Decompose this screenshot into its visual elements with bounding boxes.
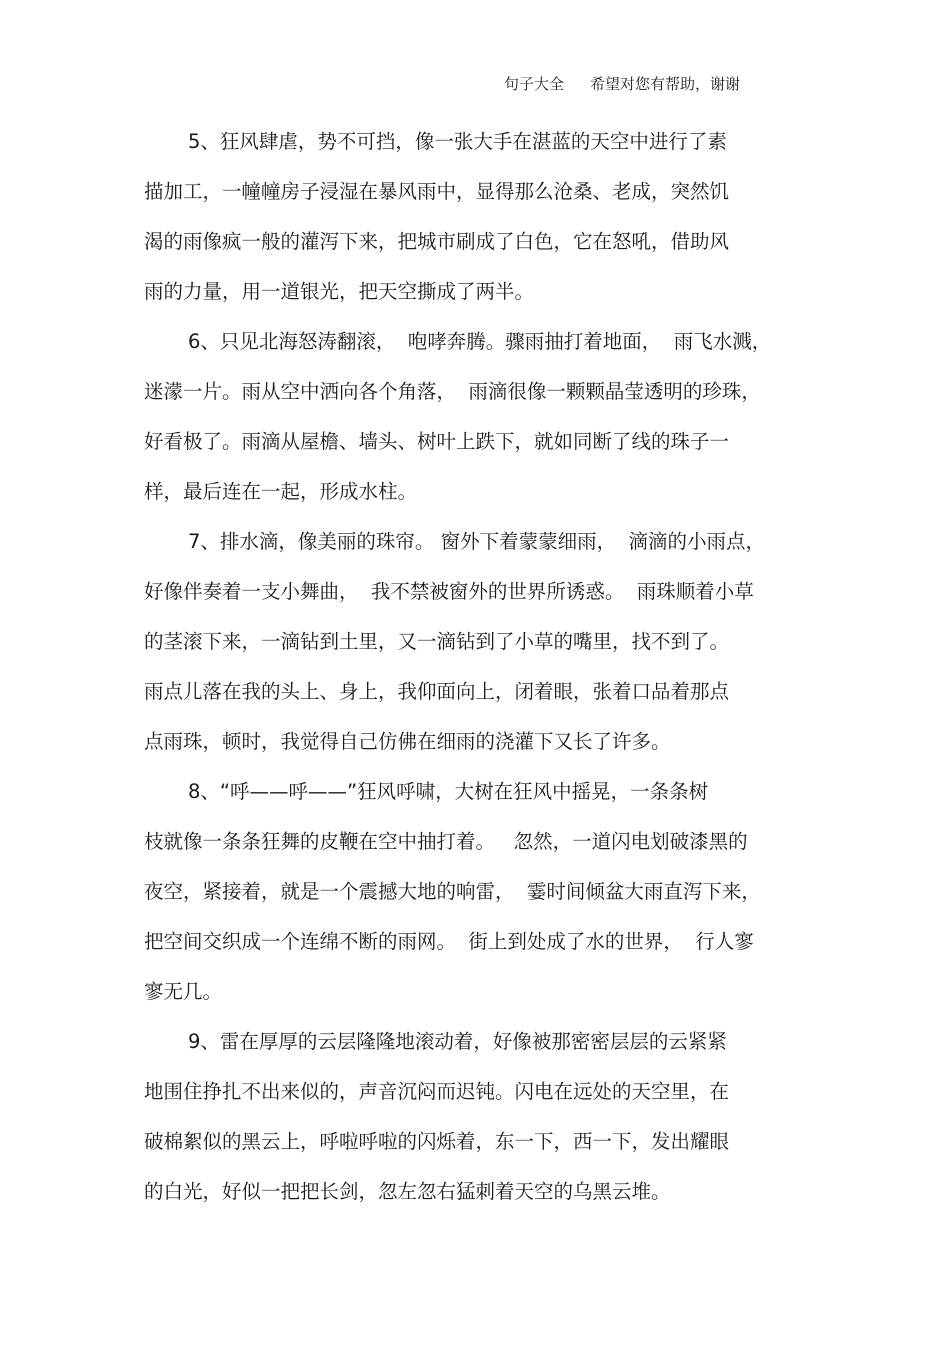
- paragraph-5-line-4: 雨的力量，用一道银光，把天空撕成了两半。: [144, 280, 535, 303]
- paragraph-5-line-3: 渴的雨像疯一般的灌泻下来，把城市刷成了白色，它在怒吼，借助风: [144, 230, 730, 253]
- paragraph-9-line-2: 地围住挣扎不出来似的，声音沉闷而迟钝。闪电在远处的天空里，在: [144, 1080, 730, 1103]
- paragraph-7-line-2: 好像伴奏着一支小舞曲， 我不禁被窗外的世界所诱惑。 雨珠顺着小草: [144, 580, 754, 603]
- paragraph-8-line-1: 8、“呼——呼——”狂风呼啸，大树在狂风中摇晃，一条条树: [188, 780, 709, 803]
- paragraph-7-line-5: 点雨珠，顿时，我觉得自己仿佛在细雨的浇灌下又长了许多。: [144, 730, 671, 753]
- paragraph-5-line-2: 描加工，一幢幢房子浸湿在暴风雨中，显得那么沧桑、老成，突然饥: [144, 180, 730, 203]
- page-header: [504, 74, 740, 94]
- header-site-name: 句子大全: [504, 75, 565, 93]
- paragraph-9-line-1: 9、雷在厚厚的云层隆隆地滚动着，好像被那密密层层的云紧紧: [188, 1030, 727, 1053]
- paragraph-6-line-1: 6、只见北海怒涛翻滚， 咆哮奔腾。骤雨抽打着地面， 雨飞水溅，: [188, 330, 772, 353]
- paragraph-7-line-4: 雨点儿落在我的头上、身上，我仰面向上，闭着眼，张着口品着那点: [144, 680, 730, 703]
- paragraph-9-line-3: 破棉絮似的黑云上，呼啦呼啦的闪烁着，东一下，西一下，发出耀眼: [144, 1130, 730, 1153]
- paragraph-8-line-4: 把空间交织成一个连绵不断的雨网。 街上到处成了水的世界， 行人寥: [144, 930, 754, 953]
- paragraph-6-line-2: 迷濛一片。雨从空中洒向各个角落， 雨滴很像一颗颗晶莹透明的珍珠，: [144, 380, 761, 403]
- paragraph-6-line-3: 好看极了。雨滴从屋檐、墙头、树叶上跌下，就如同断了线的珠子一: [144, 430, 730, 453]
- paragraph-5-line-1: 5、狂风肆虐，势不可挡，像一张大手在湛蓝的天空中进行了素: [188, 130, 727, 153]
- paragraph-7-line-1: 7、排水滴，像美丽的珠帘。 窗外下着蒙蒙细雨， 滴滴的小雨点，: [188, 530, 766, 553]
- paragraph-8-line-5: 寥无几。: [144, 980, 223, 1003]
- paragraph-7-line-3: 的茎滚下来，一滴钻到土里，又一滴钻到了小草的嘴里，找不到了。: [144, 630, 730, 653]
- paragraph-6-line-4: 样，最后连在一起，形成水柱。: [144, 480, 418, 503]
- paragraph-8-line-2: 枝就像一条条狂舞的皮鞭在空中抽打着。 忽然，一道闪电划破漆黑的: [144, 830, 748, 853]
- paragraph-8-line-3: 夜空，紧接着，就是一个震撼大地的响雷， 霎时间倾盆大雨直泻下来，: [144, 880, 761, 903]
- header-wish-text: 希望对您有帮助，谢谢: [590, 75, 741, 93]
- paragraph-9-line-4: 的白光，好似一把把长剑，忽左忽右猛刺着天空的乌黑云堆。: [144, 1180, 671, 1203]
